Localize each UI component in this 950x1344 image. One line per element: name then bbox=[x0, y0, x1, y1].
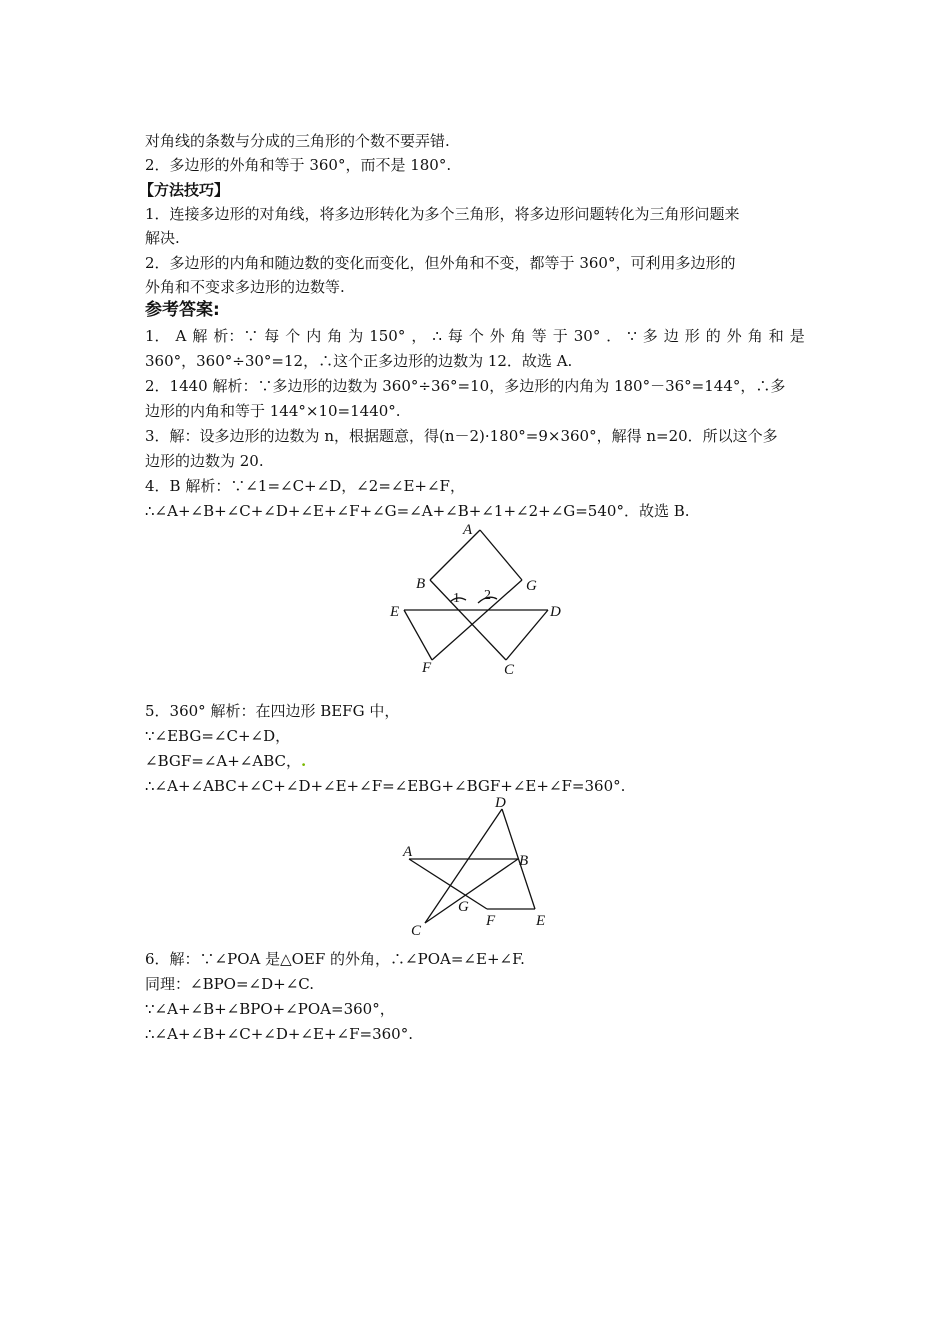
segment-GF bbox=[432, 580, 522, 660]
answer-5-line-2: ∵∠EBG=∠C+∠D， bbox=[145, 727, 291, 745]
segment-AF bbox=[409, 859, 487, 909]
answer-1-line-1 bbox=[145, 326, 805, 346]
answer-6-line-1: 6．解：∵∠POA 是△OEF 的外角，∴∠POA=∠E+∠F. bbox=[145, 950, 525, 968]
figure-2-diagram bbox=[395, 793, 565, 943]
methods-heading: 【方法技巧】 bbox=[139, 181, 230, 199]
answer-3-line-2: 边形的边数为 20. bbox=[145, 452, 264, 470]
answer-2-line-2: 边形的内角和等于 144°×10=1440°. bbox=[145, 402, 401, 420]
answer-1-word: 1． bbox=[145, 327, 170, 345]
figure-1-diagram bbox=[380, 518, 580, 683]
segment-BC bbox=[430, 580, 506, 660]
answer-1-word: 个 bbox=[468, 327, 484, 345]
answer-1-word: 等 bbox=[531, 327, 547, 345]
answer-1-word: 解 bbox=[192, 327, 208, 345]
label-G: G bbox=[458, 899, 469, 915]
segment-DC bbox=[506, 610, 548, 660]
answer-1-word: 外 bbox=[726, 327, 742, 345]
answer-2-line-1: 2．1440 解析：∵多边形的边数为 360°÷36°=10，多边形的内角为 180°－36°=144°，∴多 bbox=[145, 377, 786, 395]
answer-1-word: 角 bbox=[327, 327, 343, 345]
answer-6-line-2: 同理：∠BPO=∠D+∠C. bbox=[145, 975, 314, 993]
answer-5-line-3-text: ∠BGF=∠A+∠ABC， bbox=[145, 752, 301, 770]
segment-EF bbox=[404, 610, 432, 660]
label-E: E bbox=[536, 913, 546, 929]
label-A: A bbox=[403, 844, 413, 860]
answer-1-word: 析：∵ bbox=[213, 327, 259, 345]
method-1-line-1: 1．连接多边形的对角线，将多边形转化为多个三角形，将多边形问题转化为三角形问题来 bbox=[145, 205, 740, 223]
answer-5-line-4: ∴∠A+∠ABC+∠C+∠D+∠E+∠F=∠EBG+∠BGF+∠E+∠F=360°. bbox=[145, 777, 626, 795]
answer-1-word: 多 bbox=[642, 327, 658, 345]
answer-1-word: ∵ bbox=[627, 327, 637, 345]
answer-4-line-1: 4．B 解析：∵∠1=∠C+∠D，∠2=∠E+∠F， bbox=[145, 477, 465, 495]
answer-1-word: 内 bbox=[306, 327, 322, 345]
answer-5-line-1: 5．360° 解析：在四边形 BEFG 中， bbox=[145, 702, 400, 720]
label-angle-2: 2 bbox=[484, 588, 491, 603]
label-E: E bbox=[390, 604, 400, 620]
answer-5-line-3 bbox=[145, 751, 306, 771]
answer-1-word: 为 bbox=[348, 327, 364, 345]
answer-1-word: ． bbox=[606, 327, 622, 345]
answer-1-word: 边 bbox=[663, 327, 679, 345]
answer-1-word: A bbox=[175, 327, 187, 345]
answer-1-word: 是 bbox=[789, 327, 805, 345]
label-F: F bbox=[422, 660, 432, 676]
answer-1-word: 的 bbox=[705, 327, 721, 345]
method-1-line-2: 解决. bbox=[145, 229, 180, 247]
note-line-1: 对角线的条数与分成的三角形的个数不要弄错. bbox=[145, 132, 450, 150]
answer-1-word: 和 bbox=[768, 327, 784, 345]
method-2-line-2: 外角和不变求多边形的边数等. bbox=[145, 278, 345, 296]
answer-1-word: ， bbox=[411, 327, 427, 345]
answer-1-word: 150° bbox=[369, 327, 406, 345]
answer-1-word: ∴ bbox=[432, 327, 442, 345]
answers-heading: 参考答案: bbox=[145, 300, 220, 320]
label-D: D bbox=[550, 604, 561, 620]
answer-3-line-1: 3．解：设多边形的边数为 n，根据题意，得(n－2)·180°=9×360°，解得 n=20．所以这个多 bbox=[145, 427, 778, 445]
answer-1-word: 个 bbox=[285, 327, 301, 345]
label-B: B bbox=[519, 853, 529, 869]
answer-6-line-4: ∴∠A+∠B+∠C+∠D+∠E+∠F=360°. bbox=[145, 1025, 413, 1043]
method-2-line-1: 2．多边形的内角和随边数的变化而变化，但外角和不变，都等于 360°，可利用多边形的 bbox=[145, 254, 736, 272]
answer-1-word: 角 bbox=[747, 327, 763, 345]
label-C: C bbox=[504, 662, 515, 678]
label-D: D bbox=[495, 795, 506, 811]
green-dot-mark: . bbox=[300, 752, 307, 770]
label-B: B bbox=[416, 576, 426, 592]
answer-1-word: 外 bbox=[489, 327, 505, 345]
label-angle-1: 1 bbox=[453, 591, 460, 606]
answer-1-line-2: 360°，360°÷30°=12，∴这个正多边形的边数为 12．故选 A. bbox=[145, 352, 573, 370]
answer-1-word: 于 bbox=[552, 327, 568, 345]
segment-AB bbox=[430, 530, 480, 580]
answer-1-word: 30° bbox=[573, 327, 601, 345]
note-line-2: 2．多边形的外角和等于 360°，而不是 180°. bbox=[145, 156, 452, 174]
label-F: F bbox=[486, 913, 496, 929]
answer-1-word: 形 bbox=[684, 327, 700, 345]
answer-6-line-3: ∵∠A+∠B+∠BPO+∠POA=360°， bbox=[145, 1000, 395, 1018]
answer-1-word: 角 bbox=[510, 327, 526, 345]
label-G: G bbox=[526, 578, 537, 594]
label-A: A bbox=[463, 522, 473, 538]
answer-1-word: 每 bbox=[447, 327, 463, 345]
segment-BC bbox=[425, 859, 518, 923]
label-C: C bbox=[411, 923, 422, 939]
answer-4-line-2: ∴∠A+∠B+∠C+∠D+∠E+∠F+∠G=∠A+∠B+∠1+∠2+∠G=540°．故选 B. bbox=[145, 502, 690, 520]
segment-AG bbox=[480, 530, 522, 580]
answer-1-word: 每 bbox=[264, 327, 280, 345]
